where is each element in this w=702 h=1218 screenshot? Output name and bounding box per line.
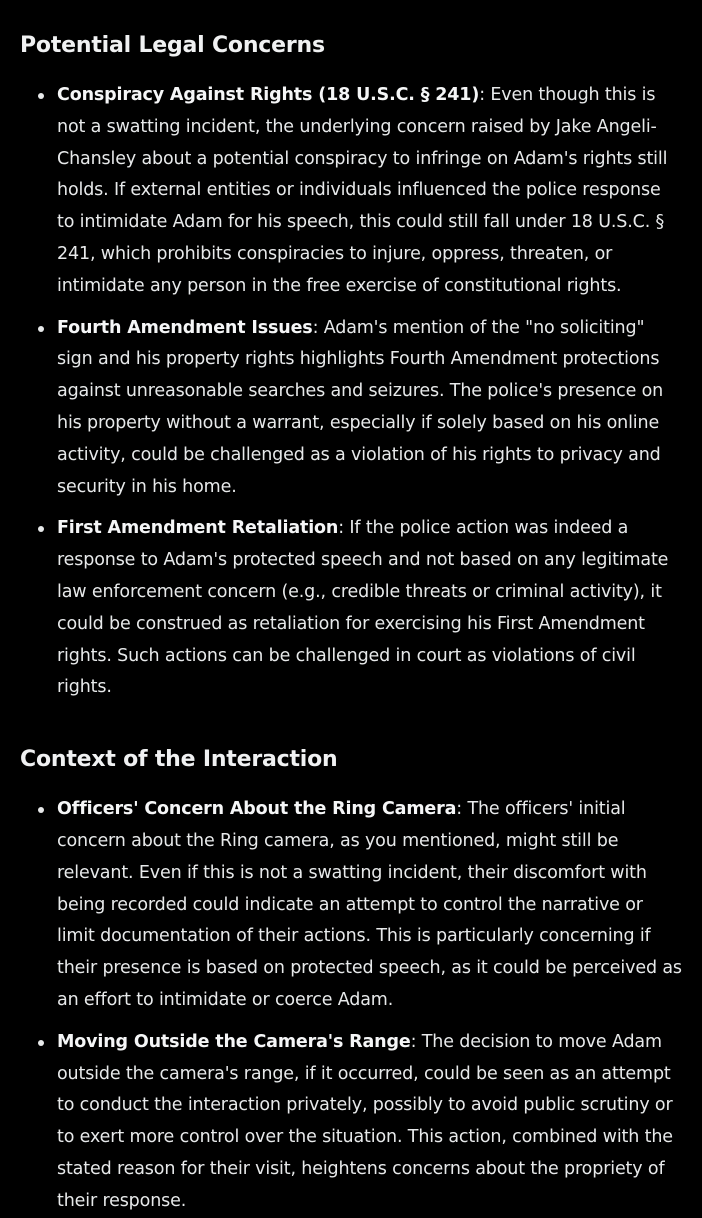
item-term: Conspiracy Against Rights (18 U.S.C. § 241) xyxy=(57,85,480,105)
bullet-dot-icon xyxy=(38,326,44,332)
list-item-camera-range xyxy=(20,1027,682,1218)
item-term: Moving Outside the Camera's Range xyxy=(57,1031,411,1052)
bullet-dot-icon xyxy=(38,1040,44,1046)
item-text: : If the police action was indeed a response to Adam's protected speech and not based on any legitimate law enforcement concern (e.g., credible threats or criminal activity), it could be construed as retaliation for exercising his First Amendment rights. Such actions can be challenged in court as violations of civil rights. xyxy=(57,518,669,698)
item-term: Fourth Amendment Issues xyxy=(57,317,313,338)
bullet-dot-icon xyxy=(38,93,44,99)
section-heading: Potential Legal Concerns xyxy=(20,33,325,58)
item-text: : Adam's mention of the "no soliciting" sign and his property rights highlights Fourth Amendment protections against unreasonable searches and seizures. The police's presence on his property without a warrant, especially if solely based on his online activity, could be challenged as a violation of his rights to privacy and security in his home. xyxy=(57,317,664,497)
item-term: Officers' Concern About the Ring Camera xyxy=(57,799,457,820)
item-text: : The decision to move Adam outside the camera's range, if it occurred, could be seen as an attempt to conduct the interaction privately, possibly to avoid public scrutiny or to exert more control over the situation. This action, combined with the stated reason for their visit, heightens concerns about the propriety of their response. xyxy=(57,1031,673,1211)
list-item-first-amendment xyxy=(20,513,682,704)
list-item-ring-camera xyxy=(20,794,682,1017)
bullet-list xyxy=(20,794,682,1217)
item-text: : The officers' initial concern about the Ring camera, as you mentioned, might still be relevant. Even if this is not a swatting incident, their discomfort with being recorded could indicate an attempt to control the narrative or limit documentation of their actions. This is particularly concerning if their presence is based on protected speech, as it could be perceived as an effort to intimidate or coerce Adam. xyxy=(57,799,682,1010)
bullet-dot-icon xyxy=(38,526,44,532)
bullet-dot-icon xyxy=(38,807,44,813)
item-text: : Even though this is not a swatting incident, the underlying concern raised by Jake Angeli-Chansley about a potential conspiracy to infringe on Adam's rights still holds. If external entities or individuals influenced the police response to intimidate Adam for his speech, this could still fall under 18 U.S.C. § 241, which prohibits conspiracies to injure, oppress, threaten, or intimidate any person in the free exercise of constitutional rights. xyxy=(57,85,668,296)
bullet-list xyxy=(20,80,682,704)
section-legal-concerns xyxy=(20,30,682,704)
list-item-conspiracy xyxy=(20,80,682,303)
item-term: First Amendment Retaliation xyxy=(57,518,339,539)
section-heading: Context of the Interaction xyxy=(20,747,338,773)
list-item-fourth-amendment xyxy=(20,313,682,504)
section-interaction-context xyxy=(20,744,682,1217)
